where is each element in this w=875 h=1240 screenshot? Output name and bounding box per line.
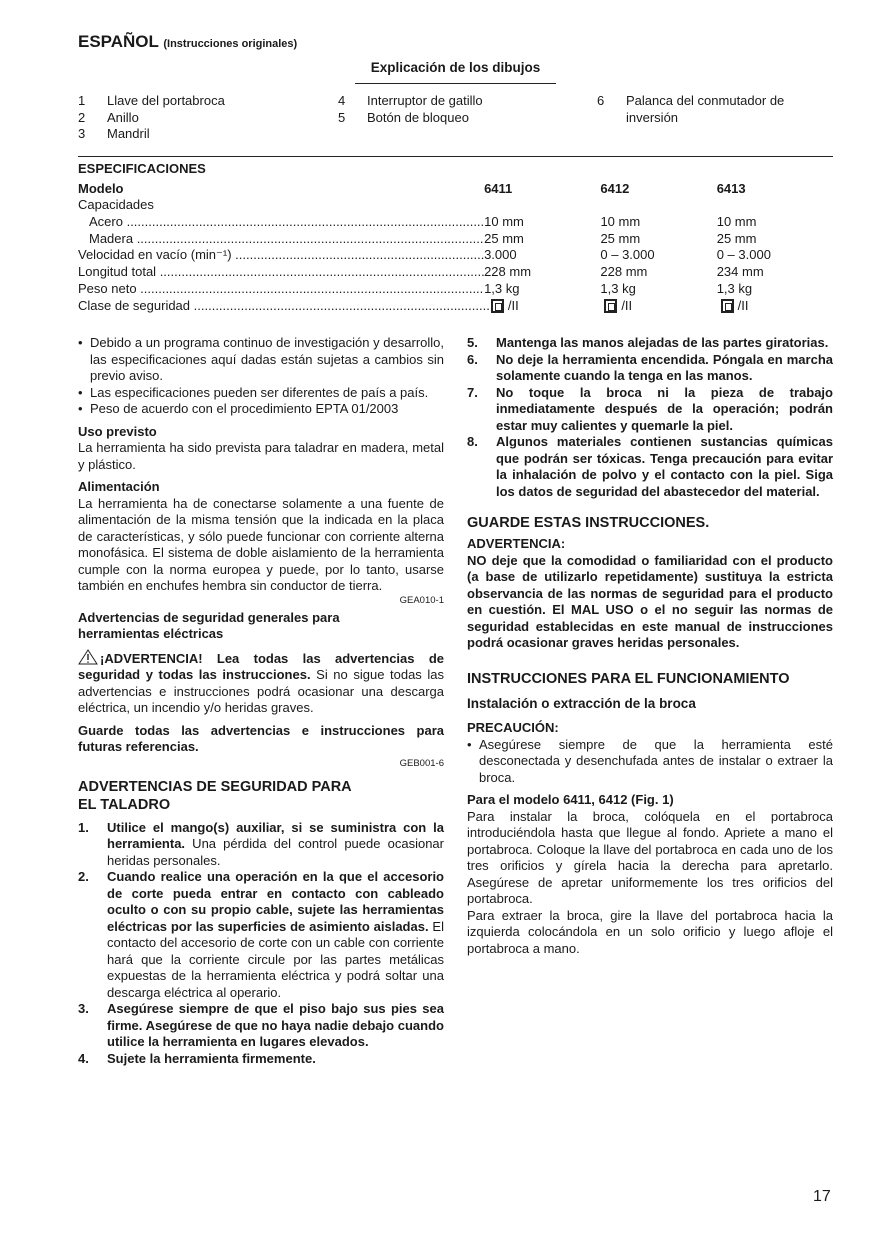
item-bold: Mantenga las manos alejadas de las partes giratorias. <box>496 335 829 350</box>
spec-label: Clase de seguridad <box>78 297 191 313</box>
item-text: Una pérdida del control puede ocasionar heridas personales. <box>107 836 444 868</box>
list-item <box>467 434 833 500</box>
safety-list-continued <box>467 335 833 500</box>
item-number: 1. <box>78 819 89 835</box>
legend-num: 3 <box>78 126 86 141</box>
warning-paragraph <box>78 649 444 717</box>
spec-value: /II <box>621 297 633 313</box>
warning-text: Si no sigue todas las advertencias e instrucciones podrá ocasionar una descarga eléctrica, un incendio y/o heridas graves. <box>78 667 445 715</box>
item-number: 5. <box>467 335 478 350</box>
spec-value: /II <box>737 297 749 313</box>
spec-value: /II <box>507 297 519 313</box>
item-number: 3. <box>78 1001 89 1016</box>
right-column <box>467 335 833 957</box>
item-bold: No toque la broca ni la pieza de trabajo inmediatamente después de la operación; podrán estar muy calientes y quemarle la piel. <box>496 384 833 433</box>
item-bold: Utilice el mango(s) auxiliar, si se suministra con la herramienta. <box>107 819 444 851</box>
spec-value: 1,3 kg <box>600 280 636 296</box>
item-number: 7. <box>467 384 478 400</box>
list-item <box>467 335 833 352</box>
spec-row <box>78 231 833 248</box>
legend-item: Mandril <box>107 126 150 141</box>
spec-value: 10 mm <box>600 214 641 230</box>
list-item <box>78 1001 444 1051</box>
keep-instructions: Guarde todas las advertencias e instrucciones para futuras referencias. <box>78 722 444 754</box>
drill-safety-list <box>78 820 444 1068</box>
item-bold: No deje la herramienta encendida. Póngala en marcha solamente cuando la tenga en las manos. <box>496 351 833 383</box>
specifications-table <box>78 161 833 314</box>
item-bold: Asegúrese siempre de que el piso bajo sus pies sea firme. Asegúrese de que no haya nadie debajo cuando utilice la herramienta en lugares elevados. <box>107 1001 444 1049</box>
reference-code: GEA010-1 <box>399 594 444 606</box>
subtitle: (Instrucciones originales) <box>163 38 298 50</box>
spec-value: 1,3 kg <box>716 280 753 296</box>
spec-value: 228 mm <box>600 264 648 280</box>
language-heading: ESPAÑOL <box>78 32 159 51</box>
section-heading: INSTRUCCIONES PARA EL FUNCIONAMIENTO <box>467 670 790 687</box>
double-insulation-icon <box>491 299 504 313</box>
section-heading: Uso previsto <box>78 423 157 439</box>
model-header: 6413 <box>716 180 746 196</box>
item-number: 6. <box>467 351 478 367</box>
legend-num: 6 <box>597 93 605 108</box>
spec-value: 1,3 kg <box>484 280 520 296</box>
spec-notes <box>78 335 444 418</box>
spec-value: 3.000 <box>484 247 517 263</box>
spec-row <box>78 247 833 264</box>
legend-item: Palanca del conmutador de inversión <box>626 93 785 125</box>
item-number: 8. <box>467 434 478 449</box>
legend-item: Interruptor de gatillo <box>367 93 483 108</box>
spec-value: 0 – 3.000 <box>716 247 771 263</box>
double-insulation-icon <box>721 299 734 313</box>
section-heading: Alimentación <box>78 479 160 494</box>
spec-row <box>78 214 833 231</box>
model-header: 6412 <box>600 180 630 196</box>
warning-text: NO deje que la comodidad o familiaridad con el producto (a base de utilizarlo repetidamente) sustituya la estricta observancia de las normas de seguridad para el producto en cuestión. El MAL USO o el no seguir las normas de seguridad establecidas en este manual de instrucciones podrá ocasionar graves heridas personales. <box>467 552 833 650</box>
legend-item: Botón de bloqueo <box>367 109 469 125</box>
legend-item: Anillo <box>107 109 139 125</box>
list-item <box>78 869 444 1001</box>
note-item: • Peso de acuerdo con el procedimiento EPTA 01/2003 <box>78 401 444 418</box>
divider <box>78 156 833 157</box>
list-item <box>467 385 833 435</box>
spec-value: 228 mm <box>484 264 532 280</box>
caution-item: • Asegúrese siempre de que la herramienta esté desconectada y desenchufada antes de instalar o extraer la broca. <box>467 737 833 787</box>
legend-num: 2 <box>78 109 86 125</box>
subsection-heading: Para el modelo 6411, 6412 (Fig. 1) <box>467 792 674 807</box>
legend-num: 4 <box>338 93 346 108</box>
spec-label: Longitud total <box>78 264 157 280</box>
item-number: 4. <box>78 1050 89 1066</box>
double-insulation-icon <box>604 299 617 313</box>
legend-num: 5 <box>338 109 346 125</box>
spec-row <box>78 281 833 298</box>
section-heading: Advertencias de seguridad generales para herramientas eléctricas <box>78 609 340 641</box>
left-column <box>78 335 444 1067</box>
page-title <box>78 34 297 53</box>
legend-col-2 <box>338 93 483 126</box>
spec-value: 25 mm <box>600 230 641 246</box>
section-heading: ADVERTENCIAS DE SEGURIDAD PARA EL TALADRO <box>78 778 352 813</box>
spec-value: 10 mm <box>484 214 524 230</box>
specs-title: ESPECIFICACIONES <box>78 161 206 176</box>
spec-value: 25 mm <box>484 230 524 246</box>
list-item <box>78 820 444 870</box>
capacities-label: Capacidades <box>78 197 154 213</box>
warning-label: ADVERTENCIA: <box>467 536 566 551</box>
paragraph: La herramienta ha sido prevista para taladrar en madera, metal y plástico. <box>78 440 444 472</box>
legend-col-3 <box>597 93 817 126</box>
model-header: 6411 <box>484 180 513 196</box>
spec-label: Madera <box>89 230 134 246</box>
spec-value: 234 mm <box>716 264 764 280</box>
spec-value: 25 mm <box>716 230 757 246</box>
warning-bold: ¡ADVERTENCIA! Lea todas las advertencias de seguridad y todas las instrucciones. <box>78 650 444 682</box>
subsection-heading: Instalación o extracción de la broca <box>467 695 696 711</box>
paragraph: La herramienta ha de conectarse solamente a una fuente de alimentación de la misma tensión que la indicada en la placa de características, y sólo puede funcionar con corriente alterna monofásica. El sistema de doble aislamiento de la herramienta cumple con la norma europea y puede, por lo tanto, usarse también en enchufes hembra sin conductor de tierra. <box>78 495 444 593</box>
spec-row <box>78 264 833 281</box>
list-item <box>78 1051 444 1068</box>
item-bold: Cuando realice una operación en la que el accesorio de corte pueda entrar en contacto con cableado oculto o con su propio cable, sujete las herramientas eléctricas por las superficies de asimiento aisladas. <box>107 869 444 934</box>
paragraph: Para extraer la broca, gire la llave del portabroca hacia la izquierda colocándola en un solo orificio y luego afloje el portabroca a mano. <box>467 907 833 956</box>
caution-label: PRECAUCIÓN: <box>467 720 559 735</box>
note-item: • Debido a un programa continuo de investigación y desarrollo, las especificaciones aquí dadas están sujetas a cambios sin previo aviso. <box>78 335 444 385</box>
spec-value: 0 – 3.000 <box>600 247 655 263</box>
warning-triangle-icon <box>78 649 98 665</box>
list-item <box>467 352 833 385</box>
legend-num: 1 <box>78 93 86 108</box>
model-label: Modelo <box>78 180 124 196</box>
item-bold: Algunos materiales contienen sustancias químicas que podrán ser tóxicas. Tenga precaución para evitar la inhalación de polvo y el contacto con la piel. Siga los datos de seguridad del abastecedor del material. <box>496 434 833 499</box>
legend-col-1 <box>78 93 225 143</box>
drawings-title: Explicación de los dibujos <box>355 60 556 84</box>
spec-value: 10 mm <box>716 214 757 230</box>
legend-item: Llave del portabroca <box>107 93 225 108</box>
spec-label: Velocidad en vacío (min⁻¹) <box>78 247 232 263</box>
spec-row <box>78 298 833 315</box>
caution-list <box>467 737 833 787</box>
section-heading: GUARDE ESTAS INSTRUCCIONES. <box>467 515 710 531</box>
item-bold: Sujete la herramienta firmemente. <box>107 1050 316 1066</box>
reference-code: GEB001-6 <box>399 757 444 769</box>
spec-label: Peso neto <box>78 280 137 296</box>
note-item: • Las especificaciones pueden ser diferentes de país a país. <box>78 385 444 402</box>
paragraph: Para instalar la broca, colóquela en el portabroca introduciéndola hasta que llegue al fondo. Apriete a mano el portabroca. Coloque la llave del portabroca en cada uno de los tres orificios y gírela hacia la derecha para apretarlo. Asegúrese de apretar uniformemente los tres orificios del portabroca. <box>467 808 833 906</box>
spec-label: Acero <box>89 214 123 230</box>
item-text: El contacto del accesorio de corte con un cable con corriente hará que la corriente circule por las partes metálicas expuestas de la herramienta eléctrica y podrá soltar una descarga eléctrica al operario. <box>107 918 444 1000</box>
item-number: 2. <box>78 869 89 884</box>
page-number: 17 <box>813 1188 831 1205</box>
